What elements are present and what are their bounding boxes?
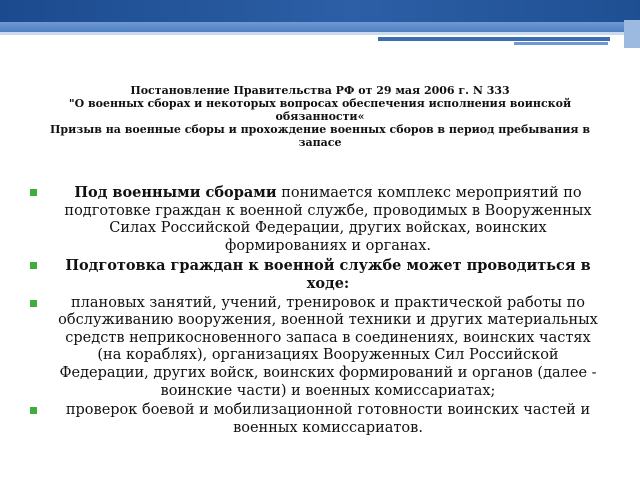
title-line-topic: Призыв на военные сборы и прохождение военных сборов в период пребывания в запасе xyxy=(50,123,590,149)
header-band-dark xyxy=(0,0,640,22)
bullet-square-icon xyxy=(30,262,37,269)
bullet-list xyxy=(30,184,602,439)
header-edge-block xyxy=(624,20,640,48)
slide-title xyxy=(30,84,610,149)
item-text: понимается комплекс мероприятий по подготовке граждан к военной службе, проводимых в Вооруженных Силах Российской Федерации, других войсках, воинских формированиях и органах. xyxy=(64,185,592,254)
title-line-subject: "О военных сборах и некоторых вопросах обеспечения исполнения воинской обязанности« xyxy=(68,97,572,123)
item-text: проверок боевой и мобилизационной готовности воинских частей и военных комиссариатов. xyxy=(65,402,591,436)
header-band-light xyxy=(0,22,640,32)
list-item xyxy=(30,184,602,255)
header-accent-line-short xyxy=(514,42,608,45)
bullet-square-icon xyxy=(30,407,37,414)
bullet-square-icon xyxy=(30,300,37,307)
list-item xyxy=(30,402,602,437)
item-lead-term: Под военными сборами xyxy=(74,184,277,201)
bullet-square-icon xyxy=(30,189,37,196)
header-band xyxy=(0,0,640,48)
header-accent-line xyxy=(378,37,610,41)
item-text: Подготовка граждан к военной службе может проводиться в ходе: xyxy=(65,257,591,292)
header-band-thin xyxy=(0,32,640,35)
title-line-decree: Постановление Правительства РФ от 29 мая 2006 г. N 333 xyxy=(130,84,510,97)
list-item xyxy=(30,257,602,292)
list-item xyxy=(30,295,602,401)
item-text: плановых занятий, учений, тренировок и практической работы по обслуживанию вооружения, военной техники и других материальных средств неприкосновенного запаса в соединениях, воинских частях (на кораблях), организациях Вооруженных Сил Российской Федерации, других войск, воинских формирований и органов (далее - воинские части) и военных комиссариатах; xyxy=(58,294,598,399)
